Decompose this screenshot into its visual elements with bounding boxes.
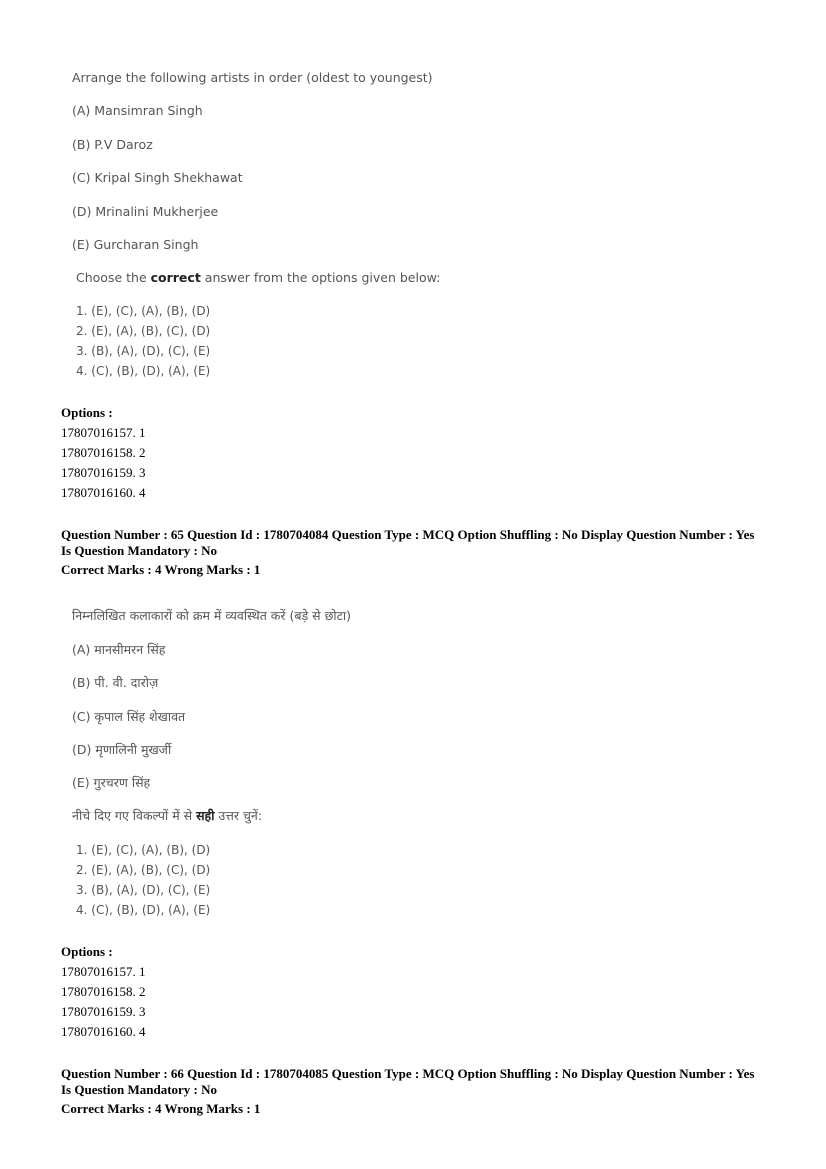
artist-item-b: (B) P.V Daroz <box>72 137 153 152</box>
artist-item-e: (E) Gurcharan Singh <box>72 237 199 252</box>
option-id-1: 17807016157. 1 <box>61 425 146 440</box>
answer-choice-3-hindi: 3. (B), (A), (D), (C), (E) <box>76 883 211 897</box>
answer-choice-3: 3. (B), (A), (D), (C), (E) <box>76 344 211 358</box>
artist-item-e-hindi: (E) गुरचरण सिंह <box>72 775 151 790</box>
option-id-4: 17807016160. 4 <box>61 485 146 500</box>
meta66-line-3: Correct Marks : 4 Wrong Marks : 1 <box>61 1101 261 1116</box>
question-instruction: Choose the correct answer from the options given below: <box>76 270 441 285</box>
options-title: Options : <box>61 405 113 420</box>
answer-choice-2-hindi: 2. (E), (A), (B), (C), (D) <box>76 863 211 877</box>
answer-choice-2: 2. (E), (A), (B), (C), (D) <box>76 324 211 338</box>
meta-line-2: Is Question Mandatory : No <box>61 543 218 558</box>
options-title-65: Options : <box>61 944 113 959</box>
option-id-4-65: 17807016160. 4 <box>61 1024 146 1039</box>
artist-item-c-hindi: (C) कृपाल सिंह शेखावत <box>72 709 186 724</box>
question-meta-66 <box>61 1066 781 1117</box>
option-id-2: 17807016158. 2 <box>61 445 146 460</box>
meta66-line-2: Is Question Mandatory : No <box>61 1082 218 1097</box>
artist-item-b-hindi: (B) पी. वी. दारोज़ <box>72 675 159 690</box>
question-instruction-hindi: नीचे दिए गए विकल्पों में से सही उत्तर चुनें: <box>72 808 263 823</box>
artist-item-d: (D) Mrinalini Mukherjee <box>72 204 219 219</box>
option-id-3: 17807016159. 3 <box>61 465 146 480</box>
option-id-3-65: 17807016159. 3 <box>61 1004 146 1019</box>
question-prompt-hindi: निम्नलिखित कलाकारों को क्रम में व्यवस्थित करें (बड़े से छोटा) <box>72 608 351 623</box>
option-id-1-65: 17807016157. 1 <box>61 964 146 979</box>
answer-choice-1-hindi: 1. (E), (C), (A), (B), (D) <box>76 843 211 857</box>
meta66-line-1: Question Number : 66 Question Id : 1780704085 Question Type : MCQ Option Shuffling : No Display Question Number : Yes <box>61 1066 755 1081</box>
artist-item-d-hindi: (D) मृणालिनी मुखर्जी <box>72 742 172 757</box>
question-meta-65 <box>61 527 781 578</box>
artist-item-a: (A) Mansimran Singh <box>72 103 203 118</box>
meta-line-3: Correct Marks : 4 Wrong Marks : 1 <box>61 562 261 577</box>
meta-line-1: Question Number : 65 Question Id : 1780704084 Question Type : MCQ Option Shuffling : No Display Question Number : Yes <box>61 527 755 542</box>
answer-choice-1: 1. (E), (C), (A), (B), (D) <box>76 304 211 318</box>
answer-choice-4-hindi: 4. (C), (B), (D), (A), (E) <box>76 903 211 917</box>
artist-item-c: (C) Kripal Singh Shekhawat <box>72 170 243 185</box>
question-prompt: Arrange the following artists in order (oldest to youngest) <box>72 70 433 85</box>
artist-item-a-hindi: (A) मानसीमरन सिंह <box>72 642 166 657</box>
option-id-2-65: 17807016158. 2 <box>61 984 146 999</box>
answer-choice-4: 4. (C), (B), (D), (A), (E) <box>76 364 211 378</box>
